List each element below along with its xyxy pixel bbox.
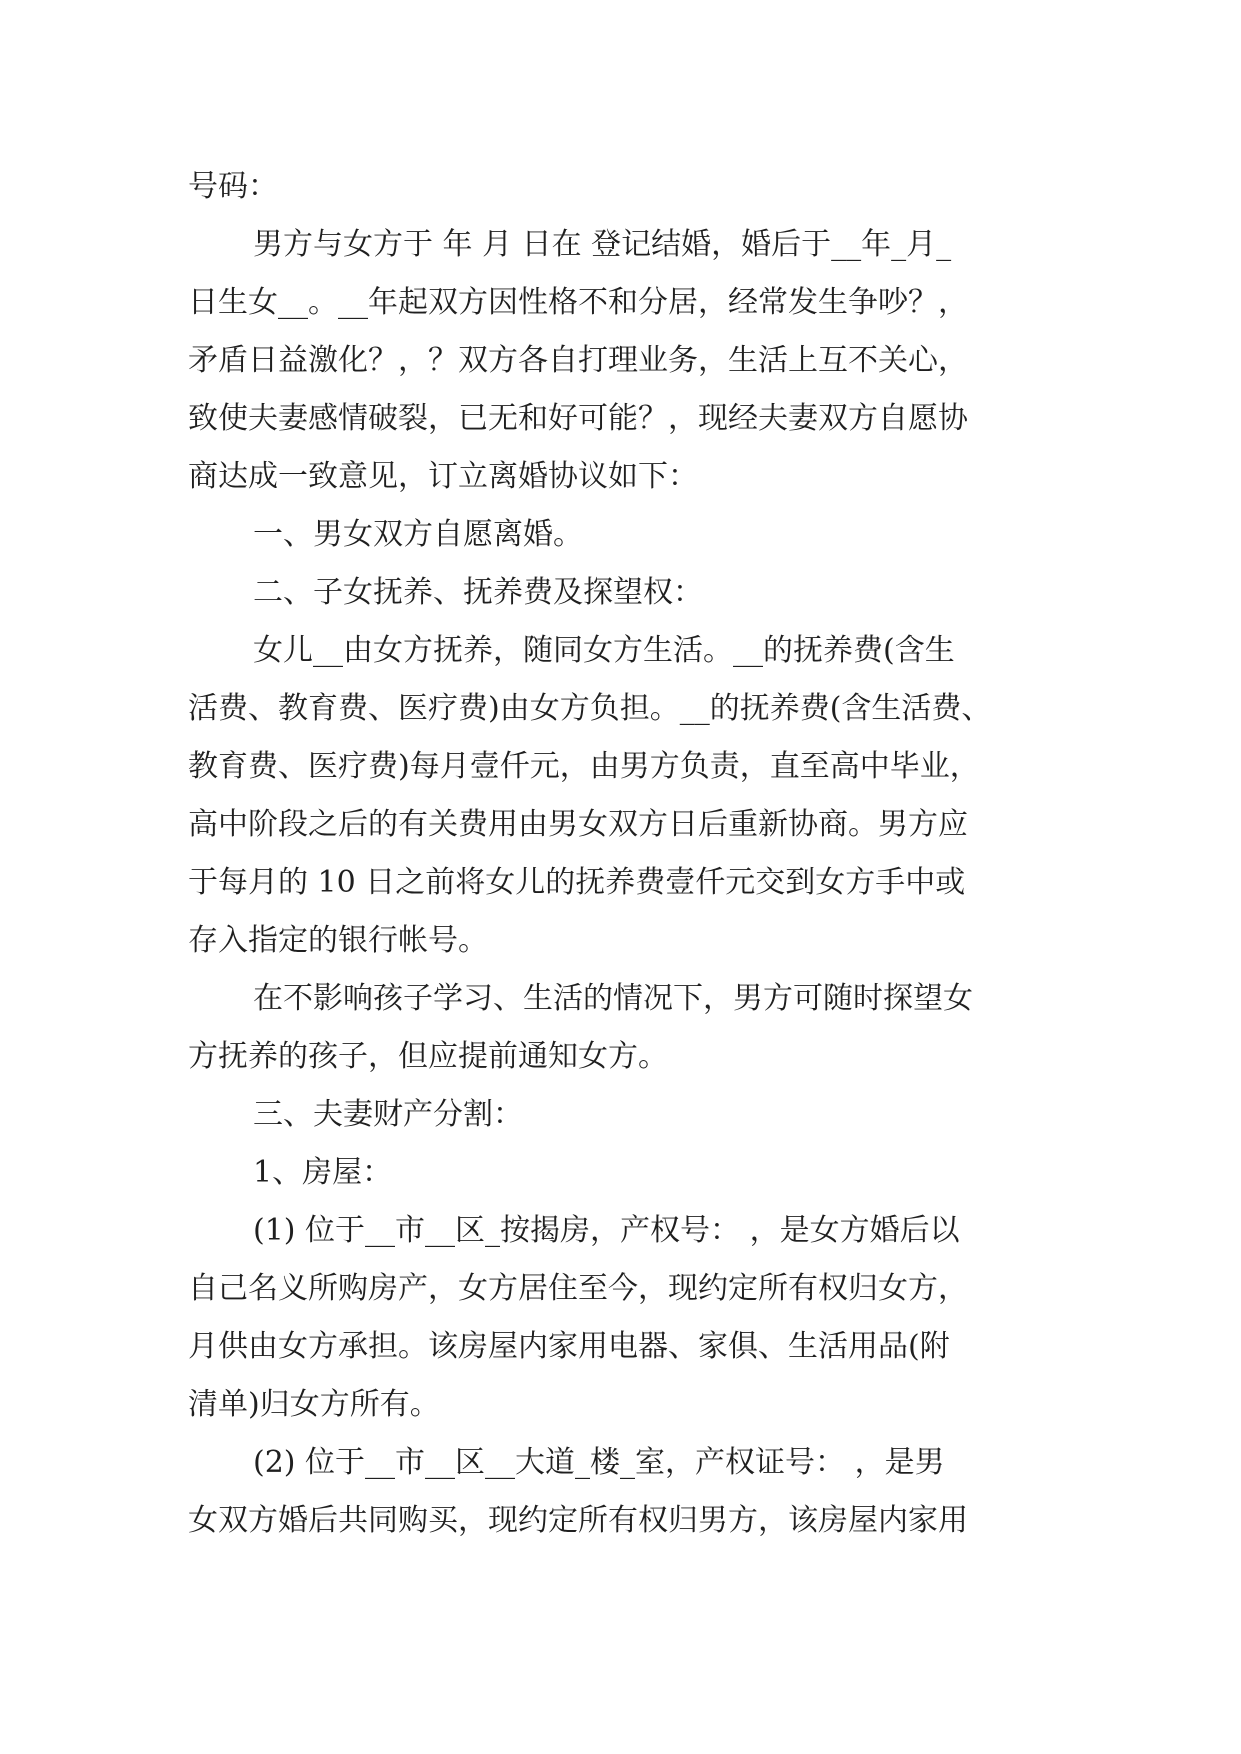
text-line: 日生女__。__年起双方因性格不和分居，经常发生争吵？， — [188, 285, 968, 320]
text-line: (1) 位于__市__区_按揭房，产权号： ，是女方婚后以 — [253, 1213, 960, 1248]
text-line: 一、男女双方自愿离婚。 — [253, 517, 583, 552]
text-line: 号码： — [188, 169, 278, 204]
text-line: 高中阶段之后的有关费用由男女双方日后重新协商。男方应 — [188, 807, 968, 842]
text-line: 月供由女方承担。该房屋内家用电器、家俱、生活用品(附 — [188, 1329, 950, 1364]
text-line: 存入指定的银行帐号。 — [188, 923, 488, 958]
text-line: 女双方婚后共同购买，现约定所有权归男方，该房屋内家用 — [188, 1503, 968, 1538]
text-line: 女儿__由女方抚养，随同女方生活。__的抚养费(含生 — [253, 633, 955, 668]
text-line: 活费、教育费、医疗费)由女方负担。__的抚养费(含生活费、 — [188, 691, 992, 726]
text-line: 二、子女抚养、抚养费及探望权： — [253, 575, 703, 610]
text-line: 致使夫妻感情破裂，已无和好可能？，现经夫妻双方自愿协 — [188, 401, 968, 436]
text-line: 方抚养的孩子，但应提前通知女方。 — [188, 1039, 668, 1074]
text-line: 1、房屋： — [253, 1155, 393, 1190]
text-line: 三、夫妻财产分割： — [253, 1097, 523, 1132]
text-line: 矛盾日益激化？，？双方各自打理业务，生活上互不关心， — [188, 343, 968, 378]
document-body — [188, 158, 1058, 1550]
text-line: 于每月的 10 日之前将女儿的抚养费壹仟元交到女方手中或 — [188, 865, 966, 900]
text-line: 商达成一致意见，订立离婚协议如下： — [188, 459, 698, 494]
text-line: 自己名义所购房产，女方居住至今，现约定所有权归女方， — [188, 1271, 968, 1306]
text-line: (2) 位于__市__区__大道_楼_室，产权证号： ，是男 — [253, 1445, 945, 1480]
text-line: 教育费、医疗费)每月壹仟元，由男方负责，直至高中毕业， — [188, 749, 980, 784]
text-line: 男方与女方于 年 月 日在 登记结婚，婚后于__年_月_ — [253, 227, 952, 262]
text-line: 在不影响孩子学习、生活的情况下，男方可随时探望女 — [253, 981, 973, 1016]
text-line: 清单)归女方所有。 — [188, 1387, 440, 1422]
